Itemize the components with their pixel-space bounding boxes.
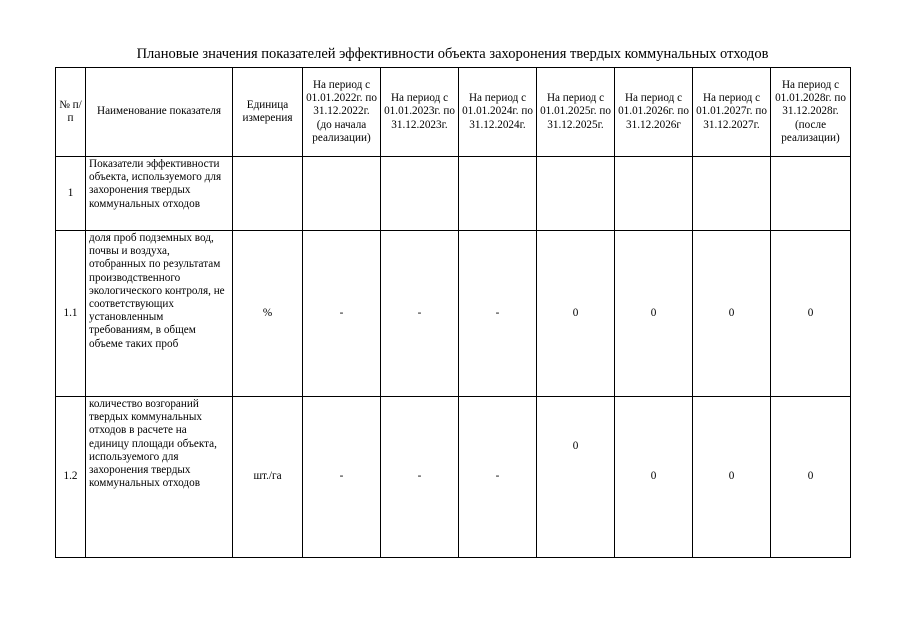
header-indicator-name: Наименование показателя — [86, 68, 233, 157]
table-header-row — [56, 68, 851, 157]
row-indicator-name: доля проб подземных вод, почвы и воздуха, отобранных по результатам производственного экологического контроля, не соответствующих установленным требованиям, в общем объеме таких проб — [86, 231, 233, 397]
header-unit: Единица измерения — [233, 68, 303, 157]
row-value-2027: 0 — [693, 231, 771, 397]
indicators-table — [55, 67, 851, 558]
row-value-2026: 0 — [615, 231, 693, 397]
table-row — [56, 397, 851, 558]
document-title: Плановые значения показателей эффективности объекта захоронения твердых коммунальных отходов — [136, 46, 769, 62]
row-value-2028 — [771, 157, 851, 231]
row-value-2026 — [615, 157, 693, 231]
header-period-2028: На период с 01.01.2028г. по 31.12.2028г. (после реализации) — [771, 68, 851, 157]
row-unit: шт./га — [233, 397, 303, 558]
header-period-2027: На период с 01.01.2027г. по 31.12.2027г. — [693, 68, 771, 157]
row-number: 1.2 — [56, 397, 86, 558]
row-value-2024 — [459, 157, 537, 231]
header-period-2023: На период с 01.01.2023г. по 31.12.2023г. — [381, 68, 459, 157]
row-value-2028: 0 — [771, 231, 851, 397]
row-value-2027: 0 — [693, 397, 771, 558]
row-value-2023 — [381, 157, 459, 231]
row-unit — [233, 157, 303, 231]
row-unit: % — [233, 231, 303, 397]
header-number: № п/п — [56, 68, 86, 157]
row-value-2023: - — [381, 231, 459, 397]
row-value-2024: - — [459, 231, 537, 397]
row-value-2025: 0 — [537, 397, 615, 558]
row-value-2025 — [537, 157, 615, 231]
header-period-2025: На период с 01.01.2025г. по 31.12.2025г. — [537, 68, 615, 157]
row-value-2023: - — [381, 397, 459, 558]
row-value-2024: - — [459, 397, 537, 558]
row-value-2026: 0 — [615, 397, 693, 558]
header-period-2022: На период с 01.01.2022г. по 31.12.2022г. (до начала реализации) — [303, 68, 381, 157]
row-indicator-name: Показатели эффективности объекта, используемого для захоронения твердых коммунальных отходов — [86, 157, 233, 231]
row-value-2027 — [693, 157, 771, 231]
row-number: 1.1 — [56, 231, 86, 397]
row-value-2022: - — [303, 231, 381, 397]
row-value-2022: - — [303, 397, 381, 558]
header-period-2026: На период с 01.01.2026г. по 31.12.2026г — [615, 68, 693, 157]
row-number: 1 — [56, 157, 86, 231]
row-indicator-name: количество возгораний твердых коммунальных отходов в расчете на единицу площади объекта, используемого для захоронения твердых коммунальных отходов — [86, 397, 233, 558]
table-row — [56, 231, 851, 397]
row-value-2022 — [303, 157, 381, 231]
table-row — [56, 157, 851, 231]
row-value-2028: 0 — [771, 397, 851, 558]
header-period-2024: На период с 01.01.2024г. по 31.12.2024г. — [459, 68, 537, 157]
row-value-2025: 0 — [537, 231, 615, 397]
